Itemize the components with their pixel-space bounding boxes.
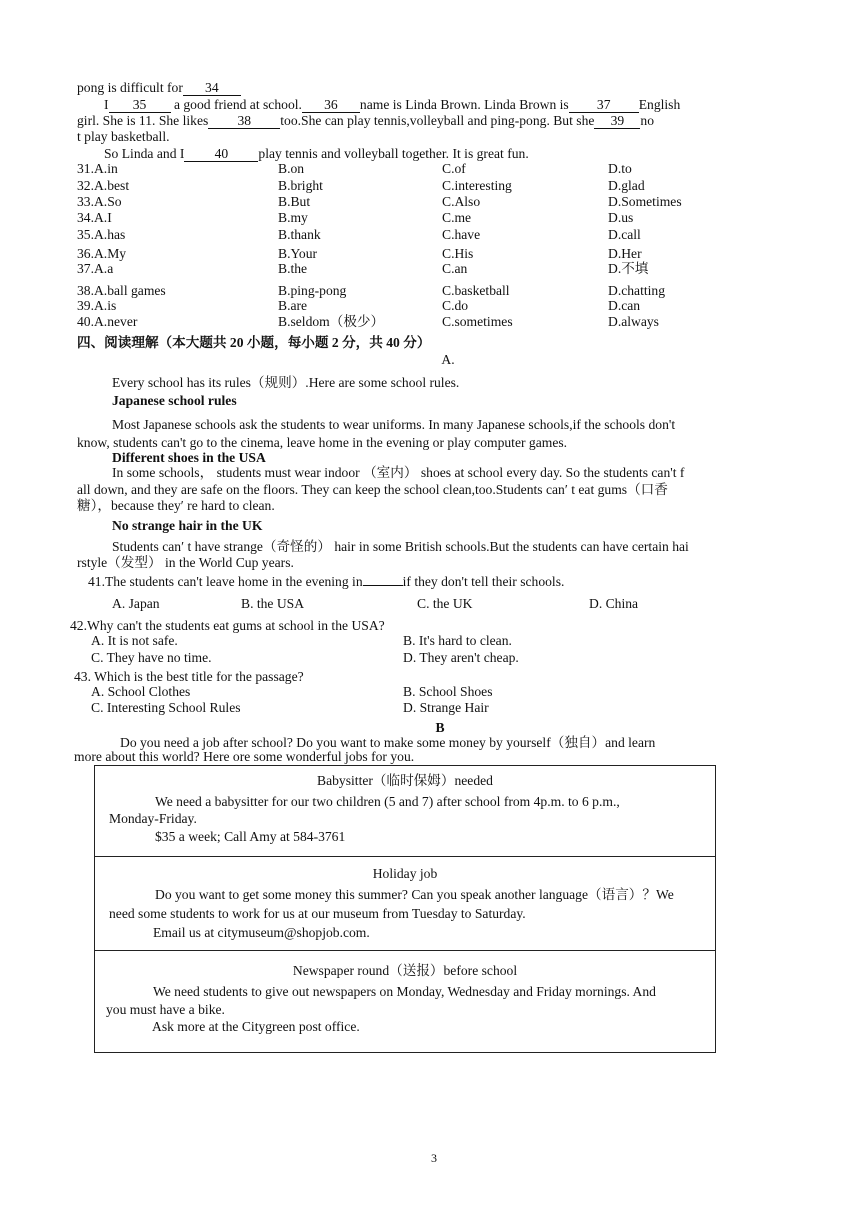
option: D.call — [608, 227, 641, 242]
option: 39.A.is — [77, 298, 117, 313]
option: B.on — [278, 161, 305, 176]
option: C.have — [442, 227, 481, 242]
option: 32.A.best — [77, 178, 130, 193]
option: 34.A.I — [77, 210, 112, 225]
option: D.to — [608, 161, 632, 176]
option: D.chatting — [608, 283, 666, 298]
passage-a-text: 糖），because they′ re hard to clean. — [77, 498, 275, 513]
cloze-text: pong is difficult for — [77, 80, 183, 95]
option: D.Her — [608, 246, 642, 261]
passage-a-text: Most Japanese schools ask the students to wear uniforms. In many Japanese schools,if the schools don't — [112, 417, 676, 432]
ad-text: Email us at citymuseum@shopjob.com. — [153, 925, 370, 940]
blank-38: 38 — [208, 114, 280, 129]
option: C.sometimes — [442, 314, 513, 329]
option: D.glad — [608, 178, 645, 193]
question-text: if they don't tell their schools. — [402, 574, 565, 589]
option: D.us — [608, 210, 634, 225]
passage-a-intro: Every school has its rules（规则）.Here are some school rules. — [112, 375, 460, 390]
option: 35.A.has — [77, 227, 126, 242]
option: C.His — [442, 246, 474, 261]
option: D.Sometimes — [608, 194, 682, 209]
passage-b-label: B — [435, 720, 445, 735]
q41-option: D. China — [589, 596, 639, 611]
ad-box-babysitter — [94, 765, 716, 857]
q43-option: C. Interesting School Rules — [91, 700, 241, 715]
blank-41 — [363, 585, 403, 586]
q41-option: C. the UK — [417, 596, 473, 611]
option: 31.A.in — [77, 161, 118, 176]
cloze-line-5 — [104, 146, 529, 162]
passage-a-text: In some schools， students must wear indoor （室内） shoes at school every day. So the students can't f — [112, 465, 685, 480]
blank-34: 34 — [183, 81, 241, 96]
option: D.can — [608, 298, 641, 313]
passage-a-heading-3: No strange hair in the UK — [112, 518, 263, 533]
passage-a-label: A. — [441, 352, 455, 367]
option: C.interesting — [442, 178, 512, 193]
option: B.But — [278, 194, 311, 209]
cloze-text: no — [640, 113, 654, 128]
passage-a-text: Students can′ t have strange（奇怪的） hair in some British schools.But the students can have certain hai — [112, 539, 689, 554]
ad-text: Do you want to get some money this summer? Can you speak another language（语言）？We — [155, 887, 674, 902]
question-42: 42.Why can't the students eat gums at school in the USA? — [70, 618, 385, 633]
option: D.always — [608, 314, 659, 329]
option: C.do — [442, 298, 469, 313]
option: C.an — [442, 261, 468, 276]
option: 38.A.ball games — [77, 283, 166, 298]
q43-option: D. Strange Hair — [403, 700, 489, 715]
option: 40.A.never — [77, 314, 138, 329]
passage-a-text: know, students can't go to the cinema, leave home in the evening or play computer games. — [77, 435, 568, 450]
ad-box-newspaper-round — [94, 950, 716, 1053]
blank-39: 39 — [594, 114, 640, 129]
ad-box-holiday-job — [94, 856, 716, 951]
option: B.seldom（极少） — [278, 314, 385, 329]
section-heading: 四、阅读理解（本大题共 20 小题，每小题 2 分，共 40 分） — [77, 335, 431, 350]
option: B.are — [278, 298, 308, 313]
blank-37: 37 — [569, 98, 639, 113]
q42-option: D. They aren't cheap. — [403, 650, 519, 665]
ad-title: Holiday job — [372, 866, 438, 881]
ad-text: you must have a bike. — [106, 1002, 225, 1017]
passage-b-intro: more about this world? Here ore some wonderful jobs for you. — [74, 749, 415, 764]
cloze-line-1 — [77, 80, 241, 96]
question-43: 43. Which is the best title for the passage? — [74, 669, 304, 684]
ad-title: Babysitter（临时保姆）needed — [317, 773, 493, 788]
cloze-text: play tennis and volleyball together. It is great fun. — [258, 146, 529, 161]
cloze-text: So Linda and I — [104, 146, 185, 161]
question-text: 41.The students can't leave home in the evening in — [88, 574, 363, 589]
q43-option: A. School Clothes — [91, 684, 191, 699]
ad-text: We need students to give out newspapers on Monday, Wednesday and Friday mornings. And — [153, 984, 656, 999]
q42-option: C. They have no time. — [91, 650, 212, 665]
page-number: 3 — [431, 1151, 437, 1165]
q41-option: B. the USA — [241, 596, 305, 611]
blank-40: 40 — [184, 147, 258, 162]
ad-text: Monday-Friday. — [109, 811, 197, 826]
passage-a-text: all down, and they are safe on the floors. They can keep the school clean,too.Students can′ t eat gums（口香 — [77, 482, 668, 497]
passage-a-text: rstyle（发型） in the World Cup years. — [77, 555, 294, 570]
q41-option: A. Japan — [112, 596, 160, 611]
option: 37.A.a — [77, 261, 114, 276]
cloze-line-2 — [104, 97, 680, 113]
option: B.ping-pong — [278, 283, 347, 298]
ad-text: $35 a week; Call Amy at 584-3761 — [155, 829, 346, 844]
option: B.bright — [278, 178, 323, 193]
cloze-text: too.She can play tennis,volleyball and ping-pong. But she — [280, 113, 595, 128]
option: C.of — [442, 161, 466, 176]
option: 36.A.My — [77, 246, 127, 261]
option: B.thank — [278, 227, 321, 242]
q43-option: B. School Shoes — [403, 684, 493, 699]
option: D.不填 — [608, 261, 649, 276]
cloze-text: girl. She is 11. She likes — [77, 113, 209, 128]
ad-text: need some students to work for us at our museum from Tuesday to Saturday. — [109, 906, 526, 921]
passage-a-heading-1: Japanese school rules — [112, 393, 237, 408]
option: C.me — [442, 210, 472, 225]
ad-title: Newspaper round（送报）before school — [292, 963, 518, 978]
cloze-line-3 — [77, 113, 654, 129]
q42-option: A. It is not safe. — [91, 633, 178, 648]
option: B.the — [278, 261, 308, 276]
option: B.Your — [278, 246, 318, 261]
option: C.basketball — [442, 283, 510, 298]
cloze-text: I — [104, 97, 109, 112]
ad-text: Ask more at the Citygreen post office. — [152, 1019, 360, 1034]
passage-a-heading-2: Different shoes in the USA — [112, 450, 266, 465]
cloze-text: English — [638, 97, 681, 112]
option: 33.A.So — [77, 194, 122, 209]
cloze-line-4: t play basketball. — [77, 129, 170, 144]
cloze-text: name is Linda Brown. Linda Brown is — [359, 97, 569, 112]
q42-option: B. It's hard to clean. — [403, 633, 512, 648]
option: C.Also — [442, 194, 481, 209]
option: B.my — [278, 210, 308, 225]
blank-35: 35 — [109, 98, 171, 113]
question-41 — [88, 574, 564, 590]
ad-text: We need a babysitter for our two children (5 and 7) after school from 4p.m. to 6 p.m., — [155, 794, 620, 809]
cloze-text: a good friend at school. — [173, 97, 302, 112]
passage-b-intro: Do you need a job after school? Do you want to make some money by yourself（独自）and learn — [120, 735, 656, 750]
blank-36: 36 — [302, 98, 360, 113]
